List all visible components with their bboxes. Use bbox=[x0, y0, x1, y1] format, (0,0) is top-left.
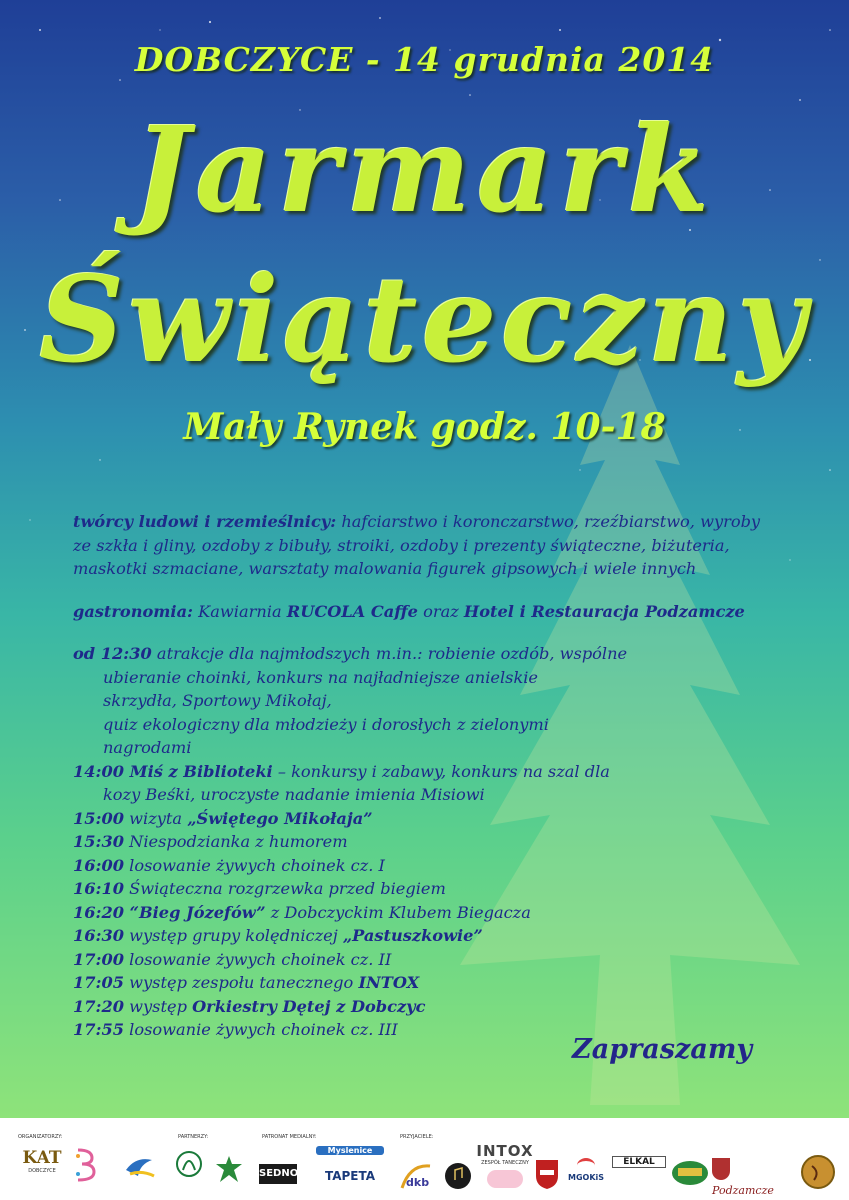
schedule-item bbox=[73, 948, 793, 972]
title-line-2: Świąteczny bbox=[39, 250, 810, 389]
schedule-text: losowanie żywych choinek cz. II bbox=[124, 949, 392, 969]
event-date: DOBCZYCE - 14 grudnia 2014 bbox=[134, 40, 715, 79]
sponsor-footer bbox=[0, 1118, 849, 1200]
schedule-text: występ grupy kolędniczej bbox=[124, 926, 343, 945]
schedule-text: losowanie żywych choinek cz. III bbox=[124, 1020, 398, 1039]
dobczyce-logo-icon bbox=[122, 1152, 158, 1182]
schedule-time: 17:05 bbox=[73, 973, 125, 992]
gastro-text-1: Kawiarnia bbox=[193, 601, 287, 621]
schedule-text: wizyta bbox=[124, 808, 188, 828]
schedule-time: 17:55 bbox=[73, 1020, 125, 1039]
schedule-highlight: INTOX bbox=[358, 973, 420, 992]
schedule-item bbox=[73, 807, 793, 831]
rucola-caffe-logo-icon bbox=[800, 1154, 836, 1190]
scouts-logo-icon bbox=[214, 1154, 244, 1184]
sedno-logo: SEDNO bbox=[259, 1164, 297, 1184]
schedule-highlight: „Pastuszkowie” bbox=[342, 926, 483, 945]
gastro-hotel: Hotel i Restauracja Podzamcze bbox=[463, 601, 745, 621]
schedule-item bbox=[73, 877, 793, 901]
schedule-text: kozy Beśki, uroczyste nadanie imienia Misiowi bbox=[103, 785, 485, 804]
crafts-line-3: maskotki szmaciane, warsztaty malowania figurek gipsowych i wiele innych bbox=[73, 559, 697, 578]
podzamcze-logo bbox=[712, 1158, 796, 1199]
crafts-label: twórcy ludowi i rzemieślnicy: bbox=[73, 512, 337, 531]
kat-logo-sub: DOBCZYCE bbox=[28, 1168, 56, 1174]
schedule-item bbox=[73, 760, 793, 807]
mgokis-logo bbox=[566, 1158, 606, 1182]
schedule-item bbox=[73, 971, 793, 995]
schedule-item bbox=[73, 854, 793, 878]
schedule-text: atrakcje dla najmłodszych m.in.: robienie ozdób, wspólne bbox=[151, 644, 628, 663]
tapeta-logo-text: TAPETA bbox=[324, 1169, 376, 1183]
schedule-item bbox=[73, 995, 793, 1019]
podzamcze-logo-text: Podzamcze bbox=[712, 1184, 774, 1197]
intox-logo bbox=[476, 1142, 534, 1188]
schedule-text: Świąteczna rozgrzewka przed biegiem bbox=[124, 879, 446, 898]
intox-logo-text: INTOX bbox=[476, 1142, 534, 1160]
schedule-highlight: „Świętego Mikołaja” bbox=[187, 808, 373, 828]
title-line-1: Jarmark bbox=[133, 100, 716, 239]
media-label: PATRONAT MEDIALNY: bbox=[262, 1134, 317, 1140]
crafts-paragraph bbox=[73, 510, 793, 581]
schedule-time: 15:00 bbox=[73, 808, 125, 828]
schedule-time: 14:00 Miś z Biblioteki bbox=[73, 761, 273, 781]
crafts-line-1: hafciarstwo i koronczarstwo, rzeźbiarstwo, wyroby bbox=[336, 512, 761, 531]
kat-logo bbox=[18, 1148, 66, 1174]
kat-logo-text: KAT bbox=[22, 1148, 62, 1168]
dance-group-logo-icon bbox=[175, 1144, 203, 1184]
dkb-logo-icon bbox=[400, 1160, 434, 1190]
golden-ear-logo-icon bbox=[670, 1158, 710, 1188]
svg-text:dkb: dkb bbox=[406, 1176, 430, 1189]
schedule-item bbox=[73, 830, 793, 854]
mgokis-logo-text: MGOKiS bbox=[567, 1173, 605, 1182]
music-logo-icon bbox=[444, 1162, 472, 1190]
gastro-text-2: oraz bbox=[417, 601, 464, 621]
partners-label: PARTNERZY: bbox=[178, 1134, 209, 1140]
schedule-time: 16:30 bbox=[73, 926, 125, 945]
myslenice-tv-logo bbox=[316, 1146, 384, 1183]
invitation-text: Zapraszamy bbox=[572, 1034, 753, 1065]
schedule-time: 16:00 bbox=[73, 855, 125, 875]
gastronomy-paragraph bbox=[73, 600, 793, 624]
schedule-time: 15:30 bbox=[73, 832, 125, 851]
schedule-text: z Dobczyckim Klubem Biegacza bbox=[265, 902, 531, 922]
schedule-text: skrzydła, Sportowy Mikołaj, bbox=[103, 691, 332, 710]
friends-label: PRZYJACIELE: bbox=[400, 1134, 434, 1140]
organizers-label: ORGANIZATORZY: bbox=[18, 1134, 63, 1140]
library-logo-icon bbox=[72, 1146, 102, 1182]
schedule-item bbox=[73, 924, 793, 948]
crafts-line-2: ze szkła i gliny, ozdoby z bibuły, stroiki, ozdoby i prezenty świąteczne, biżuteria, bbox=[73, 535, 730, 555]
schedule-text: nagrodami bbox=[103, 738, 192, 757]
gastro-label: gastronomia: bbox=[73, 601, 194, 621]
schedule-text: Niespodzianka z humorem bbox=[124, 832, 348, 851]
venue-hours: Mały Rynek godz. 10-18 bbox=[183, 406, 666, 448]
schedule-text: losowanie żywych choinek cz. I bbox=[124, 855, 385, 875]
elkal-logo bbox=[612, 1156, 666, 1168]
schedule-item bbox=[73, 642, 793, 760]
schedule-text: występ zespołu tanecznego bbox=[124, 973, 359, 992]
schedule-list bbox=[73, 642, 793, 1042]
intox-logo-sub: ZESPÓŁ TANECZNY bbox=[481, 1160, 529, 1166]
schedule-time: 17:20 bbox=[73, 996, 125, 1016]
schedule-time: od 12:30 bbox=[73, 644, 152, 663]
schedule-item bbox=[73, 901, 793, 925]
program-text bbox=[73, 510, 793, 1042]
schedule-highlight: Orkiestry Dętej z Dobczyc bbox=[192, 996, 426, 1016]
schedule-text: quiz ekologiczny dla młodzieży i dorosłych z zielonymi bbox=[103, 714, 549, 734]
gastro-cafe: RUCOLA Caffe bbox=[286, 601, 418, 621]
schedule-highlight: “Bieg Józefów” bbox=[124, 902, 266, 922]
schedule-time: 16:20 bbox=[73, 902, 125, 922]
myslenice-logo-text: Myslenice bbox=[316, 1146, 384, 1155]
club-crest-icon bbox=[534, 1158, 560, 1190]
schedule-time: 16:10 bbox=[73, 879, 125, 898]
schedule-time: 17:00 bbox=[73, 949, 125, 969]
schedule-text: – konkursy i zabawy, konkurs na szal dla bbox=[272, 761, 610, 781]
elkal-logo-text: ELKAL bbox=[623, 1157, 655, 1167]
schedule-text: występ bbox=[124, 996, 193, 1016]
schedule-text: ubieranie choinki, konkurs na najładniejsze anielskie bbox=[103, 667, 539, 687]
